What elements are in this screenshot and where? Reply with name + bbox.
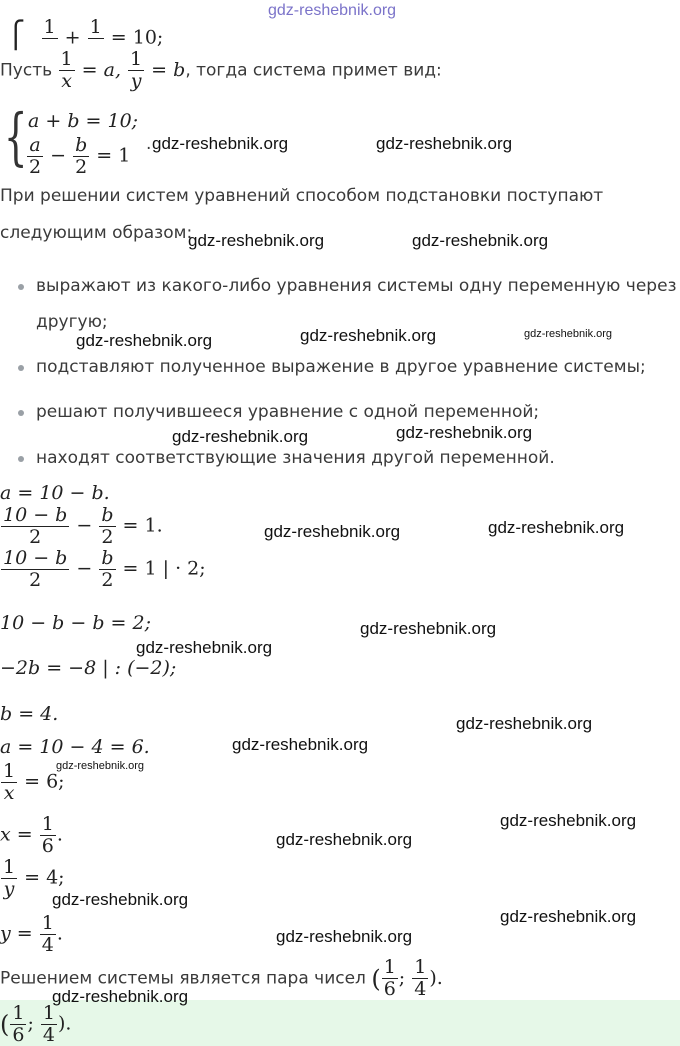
watermark: gdz-reshebnik.org	[456, 714, 593, 733]
step-y-value: y = $\frac{1}{4}$ .	[0, 912, 63, 956]
step-b-value: b = 4.	[0, 703, 59, 725]
bullet-item-1: выражают из какого-либо уравнения системы одну переменную через	[36, 276, 677, 296]
watermark: gdz-reshebnik.org	[172, 427, 309, 446]
bullet-item-1-cont: другую;	[36, 312, 108, 332]
step-substituted: $\frac{10 - b}{2}$ − $\frac{b}{2}$ = 1.	[3, 504, 163, 548]
watermark: gdz-reshebnik.org	[300, 326, 437, 345]
watermark: gdz-reshebnik.org	[264, 522, 401, 541]
watermark: gdz-reshebnik.org	[396, 423, 533, 442]
bullet-dot	[18, 410, 24, 416]
step-sum: 10 − b − b = 2;	[0, 612, 151, 634]
step-inv-x: $\frac{1}{x}$ = 6;	[3, 760, 65, 804]
system-eq2: $\frac{a}{2}$ − $\frac{b}{2}$ = 1	[29, 134, 131, 178]
then-label: , тогда система примет вид:	[185, 60, 442, 81]
watermark: gdz-reshebnik.org	[412, 231, 549, 250]
watermark: gdz-reshebnik.org	[188, 231, 325, 250]
system-eq1: a + b = 10;	[28, 110, 139, 132]
let-label: Пусть	[0, 60, 53, 81]
bullet-item-2: подставляют полученное выражение в другое уравнение системы;	[36, 357, 646, 377]
watermark: gdz-reshebnik.org	[56, 760, 145, 772]
watermark: gdz-reshebnik.org	[136, 638, 273, 657]
system-dot: .	[146, 134, 152, 154]
step-multiplied: $\frac{10 - b}{2}$ − $\frac{b}{2}$ = 1 | · 2;	[3, 547, 206, 591]
watermark: gdz-reshebnik.org	[276, 830, 413, 849]
watermark: gdz-reshebnik.org	[232, 735, 369, 754]
watermark-top: gdz-reshebnik.org	[268, 2, 397, 19]
watermark: gdz-reshebnik.org	[52, 890, 189, 909]
watermark: gdz-reshebnik.org	[524, 328, 613, 340]
method-intro-line1: При решении систем уравнений способом подстановки поступают	[0, 186, 604, 206]
step-divide: −2b = −8 | : (−2);	[0, 657, 177, 679]
watermark: gdz-reshebnik.org	[76, 331, 213, 350]
method-intro-line2: следующим образом:	[0, 223, 193, 243]
watermark: gdz-reshebnik.org	[376, 134, 513, 153]
watermark: gdz-reshebnik.org	[276, 927, 413, 946]
substitution-line: Пусть $\frac{1}{x}$ = a, $\frac{1}{y}$ = b, тогда система примет вид:	[0, 48, 442, 92]
answer-value: ( $\frac{1}{6}$ ; $\frac{1}{4}$ ).	[0, 1002, 72, 1046]
brace-top-fragment: ⎧	[6, 20, 26, 51]
watermark: gdz-reshebnik.org	[152, 134, 289, 153]
bullet-dot	[18, 284, 24, 290]
bullet-item-4: находят соответствующие значения другой переменной.	[36, 448, 555, 468]
bullet-dot	[18, 456, 24, 462]
system-brace: {	[3, 100, 28, 173]
bullet-dot	[18, 365, 24, 371]
step-inv-y: $\frac{1}{y}$ = 4;	[3, 856, 65, 900]
step-a-value: a = 10 − 4 = 6.	[0, 736, 150, 758]
step-x-value: x = $\frac{1}{6}$ .	[0, 813, 63, 857]
watermark: gdz-reshebnik.org	[500, 907, 637, 926]
watermark: gdz-reshebnik.org	[488, 518, 625, 537]
watermark: gdz-reshebnik.org	[500, 811, 637, 830]
system-original-partial: ⎧ 1 + 1 = 10;	[6, 18, 163, 59]
step-a-expr: a = 10 − b.	[0, 482, 110, 504]
solution-statement: Решением системы является пара чисел ( $\frac{1}{6}$ ; $\frac{1}{4}$ ).	[0, 956, 443, 1000]
bullet-item-3: решают получившееся уравнение с одной переменной;	[36, 402, 540, 422]
watermark: gdz-reshebnik.org	[360, 619, 497, 638]
watermark: gdz-reshebnik.org	[52, 987, 189, 1006]
